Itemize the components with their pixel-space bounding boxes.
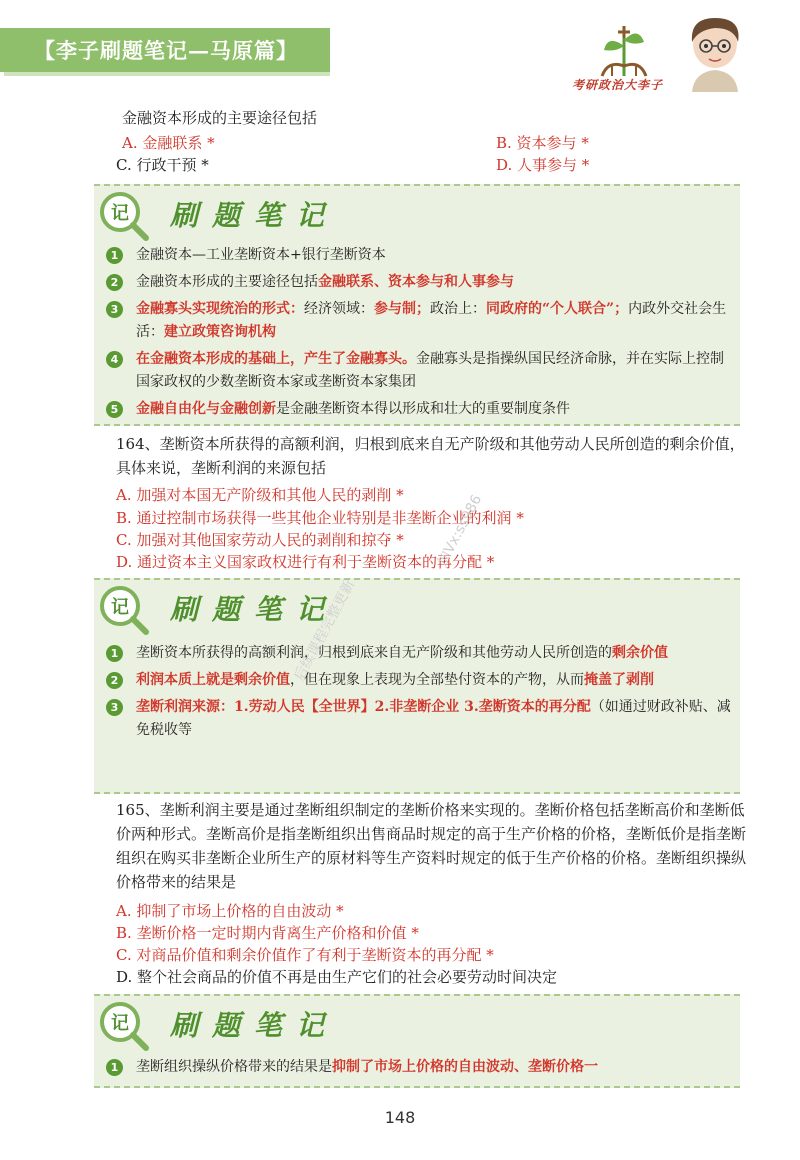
item-number-badge: 2 [106,274,123,291]
note-title: 刷题笔记 [170,199,339,232]
highlight-text: 抑制了市场上价格的自由波动、垄断价格一 [332,1059,598,1075]
note-text: 金融资本形成的主要途径包括 [136,274,318,290]
avatar [684,14,746,92]
q164-option-c: C. 加强对其他国家劳动人民的剥削和掠夺 * [116,531,404,549]
watermark-text: 后续课程完整更新 [291,577,359,684]
q165-option-b: B. 垄断价格一定时期内背离生产价格和价值 * [116,924,419,942]
note-text: 是金融垄断资本得以形成和壮大的重要制度条件 [276,401,570,417]
note-items [106,1056,732,1083]
highlight-text: 同政府的“个人联合”； [486,301,629,317]
highlight-text: 金融自由化与金融创新 [136,401,276,417]
q164-stem: 164、垄断资本所获得的高额利润，归根到底来自无产阶级和其他劳动人民所创造的剩余价值，具体来说，垄断利润的来源包括 [116,435,745,477]
note-item [106,642,732,665]
highlight-text: 在金融资本形成的基础上，产生了金融寡头。 [136,351,416,367]
item-number-badge: 4 [106,351,123,368]
q165-option-d: D. 整个社会商品的价值不再是由生产它们的社会必要劳动时间决定 [116,968,558,986]
item-number-badge: 1 [106,645,123,662]
q163-option-a: A. 金融联系 * [122,134,215,152]
note-box-2 [94,578,740,794]
note-title: 刷题笔记 [170,593,339,626]
note-header [94,186,740,240]
highlight-text: 参与制； [374,301,430,317]
note-box-1 [94,184,740,426]
logo-caption: 考研政治大李子 [572,78,664,92]
note-text: 垄断组织操纵价格带来的结果是 [136,1059,332,1075]
note-header [94,580,740,634]
svg-text:记: 记 [111,597,129,618]
header-title: 【李子刷题笔记—马原篇】 [34,38,298,63]
note-box-3 [94,994,740,1088]
note-magnifier-icon [94,998,152,1058]
note-item [106,1056,732,1079]
note-item [106,669,732,692]
highlight-text: 掩盖了剥削 [584,672,654,688]
q163-stem: 金融资本形成的主要途径包括 [122,109,318,127]
watermark-text: 加Vx:ss986 [434,492,486,569]
note-text: 垄断资本所获得的高额利润，归根到底来自无产阶级和其他劳动人民所创造的 [136,645,612,661]
note-text: 内政外交社会生活： [136,301,727,340]
q164-option-a: A. 加强对本国无产阶级和其他人民的剥削 * [116,486,404,504]
note-items [106,244,732,425]
note-title: 刷题笔记 [170,1009,339,1042]
q164-option-b: B. 通过控制市场获得一些其他企业特别是非垄断企业的利润 * [116,509,524,527]
note-item [106,696,732,742]
q163-option-c: C. 行政干预 * [116,156,209,174]
item-number-badge: 2 [106,672,123,689]
q163-option-d: D. 人事参与 * [496,156,590,174]
note-items [106,642,732,746]
note-item [106,348,732,394]
item-number-badge: 3 [106,301,123,318]
header-banner [0,28,330,72]
note-text: 金融寡头是指操纵国民经济命脉，并在实际上控制国家政权的少数垄断资本家或垄断资本家集团 [136,351,724,390]
note-item [106,271,732,294]
item-number-badge: 1 [106,1059,123,1076]
page-number: 148 [384,1108,416,1127]
q164-option-d: D. 通过资本主义国家政权进行有利于垄断资本的再分配 * [116,553,495,571]
note-text: 经济领域： [304,301,374,317]
highlight-text: 利润本质上就是剩余价值 [136,672,290,688]
svg-text:记: 记 [111,203,129,224]
highlight-text: 金融寡头实现统治的形式： [136,301,304,317]
q163-option-b: B. 资本参与 * [496,134,589,152]
highlight-text: 金融联系、资本参与和人事参与 [318,274,514,290]
note-text: 金融资本—工业垄断资本+银行垄断资本 [136,247,386,263]
note-text: （如通过财政补贴、减免税收等 [136,699,731,738]
item-number-badge: 1 [106,247,123,264]
note-item [106,244,732,267]
note-text: 政治上： [430,301,486,317]
q165-option-a: A. 抑制了市场上价格的自由波动 * [116,902,344,920]
note-header [94,996,740,1050]
note-item [106,398,732,421]
item-number-badge: 5 [106,401,123,418]
svg-text:记: 记 [111,1013,129,1034]
item-number-badge: 3 [106,699,123,716]
note-item [106,298,732,344]
q165-stem: 165、垄断利润主要是通过垄断组织制定的垄断价格来实现的。垄断价格包括垄断高价和垄断低价两种形式。垄断高价是指垄断组织出售商品时规定的高于生产价格的价格，垄断低价是指垄断组织在购买非垄断企业所生产的原材料等生产资料时规定的低于生产价格的价格。垄断组织操纵价格带来的结果是 [116,801,747,891]
note-magnifier-icon [94,188,152,248]
q165-option-c: C. 对商品价值和剩余价值作了有利于垄断资本的再分配 * [116,946,494,964]
note-magnifier-icon [94,582,152,642]
highlight-text: 剩余价值 [612,645,668,661]
highlight-text: 建立政策咨询机构 [164,324,276,340]
highlight-text: 垄断利润来源：1.劳动人民【全世界】2.非垄断企业 3.垄断资本的再分配 [136,699,591,715]
header-banner-shadow [4,72,330,76]
note-text: ，但在现象上表现为全部垫付资本的产物，从而 [290,672,584,688]
